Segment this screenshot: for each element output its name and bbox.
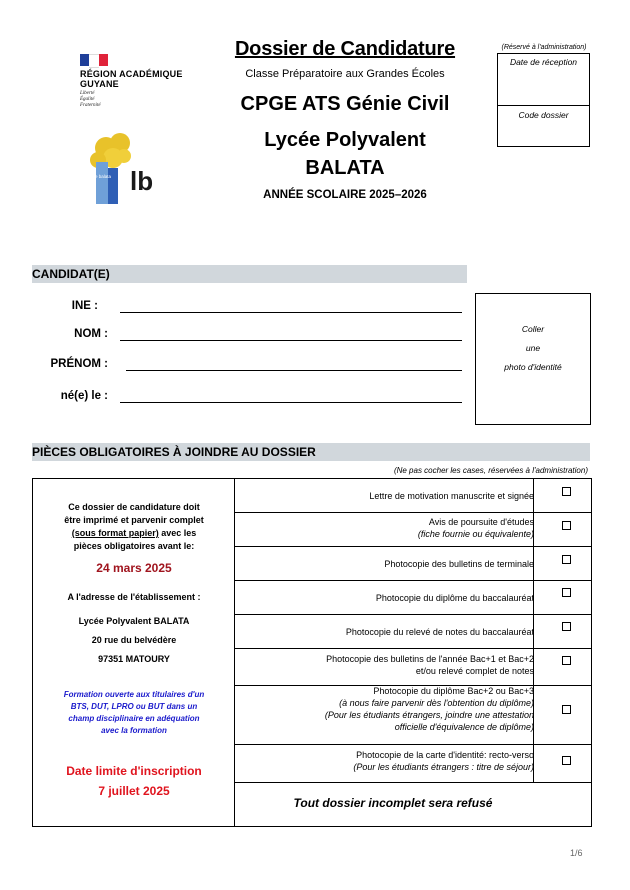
intro-line3-rest: avec les [158, 528, 197, 538]
ine-label: INE : [71, 300, 98, 312]
deadline-date: 24 mars 2025 [96, 561, 172, 575]
intro-line1: Ce dossier de candidature doit [68, 502, 200, 512]
prenom-field[interactable] [126, 370, 462, 371]
school-logo-initials: lb [130, 166, 154, 196]
reserved-note: (Réservé à l'administration) [501, 44, 587, 51]
address-line2: 20 rue du belvédère [91, 635, 177, 645]
photo-text-line1: Coller [521, 324, 545, 334]
page-subtitle: Classe Préparatoire aux Grandes Écoles [245, 68, 445, 80]
republic-motto: Liberté Égalité Fraternité [80, 91, 101, 108]
checkbox-bulletins-terminale[interactable] [562, 555, 571, 564]
doc-item-bulletins-terminale: Photocopie des bulletins de terminale [384, 559, 534, 569]
intro-line4: pièces obligatoires avant le: [73, 541, 195, 551]
documents-section-header: PIÈCES OBLIGATOIRES À JOINDRE AU DOSSIER [32, 443, 590, 461]
doc-item-avis: Avis de poursuite d'études [428, 517, 534, 527]
checkbox-identite[interactable] [562, 756, 571, 765]
file-code-label: Code dossier [518, 110, 569, 120]
school-logo [86, 132, 164, 208]
doc-item-diplome-bac2-note2: (Pour les étudiants étrangers, joindre une attestation [324, 710, 534, 720]
paper-format-note: (sous format papier) [71, 528, 159, 538]
doc-item-bulletins-bac2-line2: et/ou relevé complet de notes [415, 666, 534, 676]
doc-item-bulletins-bac2: Photocopie des bulletins de l'année Bac+1 et Bac+2 [326, 654, 534, 664]
school-logo-text: lycée balata [87, 174, 112, 179]
checkbox-bulletins-bac2[interactable] [562, 656, 571, 665]
formation-line3: champ disciplinaire en adéquation [68, 714, 200, 723]
formation-line1: Formation ouverte aux titulaires d'un [63, 690, 205, 699]
formation-line4: avec la formation [101, 726, 167, 735]
incomplete-warning: Tout dossier incomplet sera refusé [293, 796, 493, 810]
page-title: Dossier de Candidature [234, 38, 456, 60]
address-line3: 97351 MATOURY [98, 654, 170, 664]
doc-item-diplome-bac2-note1: (à nous faire parvenir dès l'obtention du diplôme) [339, 698, 534, 708]
photo-text-line3: photo d'identité [504, 362, 562, 372]
school-name-line2: BALATA [305, 157, 385, 179]
limit-date: 7 juillet 2025 [98, 784, 170, 798]
ine-field[interactable] [120, 312, 462, 313]
doc-item-diplome-bac2: Photocopie du diplôme Bac+2 ou Bac+3 [373, 686, 534, 696]
photo-box[interactable] [475, 293, 591, 425]
doc-item-motivation: Lettre de motivation manuscrite et signée [369, 491, 534, 501]
checkbox-diplome-bac2[interactable] [562, 705, 571, 714]
instructions-column [33, 479, 234, 826]
doc-item-identite: Photocopie de la carte d'identité: recto-verso [356, 750, 534, 760]
page-number: 1/6 [570, 848, 583, 858]
limit-label: Date limite d'inscription [66, 764, 202, 778]
school-name-line1: Lycée Polyvalent [264, 129, 426, 151]
admin-box [497, 53, 590, 147]
reception-date-label: Date de réception [509, 57, 578, 67]
doc-item-avis-note: (fiche fournie ou équivalente) [417, 529, 534, 539]
checkbox-avis[interactable] [562, 521, 571, 530]
address-line1: Lycée Polyvalent BALATA [78, 616, 190, 626]
admin-checkbox-note: (Ne pas cocher les cases, réservées à l'administration) [393, 466, 588, 475]
nom-field[interactable] [120, 340, 462, 341]
doc-item-diplome-bac: Photocopie du diplôme du baccalauréat [375, 593, 534, 603]
school-year: ANNÉE SCOLAIRE 2025–2026 [263, 189, 427, 201]
checkbox-motivation[interactable] [562, 487, 571, 496]
program-name: CPGE ATS Génie Civil [240, 93, 450, 115]
birthdate-field[interactable] [120, 402, 462, 403]
birthdate-label: né(e) le : [60, 390, 108, 402]
nom-label: NOM : [74, 328, 108, 340]
address-label: A l'adresse de l'établissement : [67, 592, 201, 602]
photo-text-line2: une [525, 343, 541, 353]
intro-line2: être imprimé et parvenir complet [64, 515, 204, 525]
checkbox-releve-bac[interactable] [562, 622, 571, 631]
prenom-label: PRÉNOM : [50, 358, 108, 370]
documents-table [32, 478, 592, 827]
doc-item-identite-note: (Pour les étudiants étrangers : titre de séjour) [353, 762, 534, 772]
candidate-section-header: CANDIDAT(E) [32, 265, 467, 283]
intro-line3 [39, 527, 229, 540]
doc-item-diplome-bac2-note3: officielle d'équivalence de diplôme) [394, 722, 534, 732]
checkbox-diplome-bac[interactable] [562, 588, 571, 597]
region-name: RÉGION ACADÉMIQUE GUYANE [80, 69, 183, 89]
doc-item-releve-bac: Photocopie du relevé de notes du baccalauréat [345, 627, 534, 637]
formation-line2: BTS, DUT, LPRO ou BUT dans un [70, 702, 198, 711]
french-flag-logo [80, 54, 108, 66]
